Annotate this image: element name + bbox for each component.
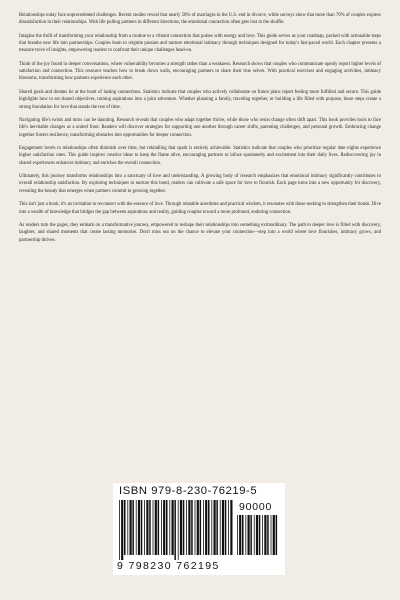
barcode-bar — [144, 500, 145, 555]
barcode-bar — [195, 500, 196, 555]
ean-digits: 9 798230 762195 — [117, 560, 220, 572]
barcode-bar — [186, 500, 187, 555]
barcode-bar — [250, 515, 252, 555]
barcode-bar — [127, 500, 128, 555]
blurb-text-block — [19, 12, 381, 250]
barcode-bar — [191, 500, 193, 555]
blurb-paragraph-1: Relationships today face unprecedented challenges. Recent studies reveal that nearly 50% of marriages in the U.S. end in divorce, while surveys show that more than 70% of couples express dissatisfaction in their relationships. With life pulling partners in different directions, the emotional connection often gets lost in the shuffle. — [19, 13, 381, 26]
blurb-paragraph-8: This isn't just a book; it's an invitation to reconnect with the essence of love. Through relatable anecdotes and practical wisdom, it resonates with those seeking to strengthen their bonds. Dive into a wealth of knowledge that bridges the gap between aspirations and reality, guiding couples toward a more profound, enduring connection. — [19, 202, 381, 215]
barcode-bar — [136, 500, 137, 555]
barcode-bar — [188, 500, 190, 555]
barcode-bar — [124, 500, 126, 555]
barcode-bar — [178, 500, 179, 560]
blurb-paragraph-9: As readers turn the pages, they embark on a transformative journey, empowered to reshape their relationships into something extraordinary. The path to deeper love is filled with discovery, laughter, and shared moments that create lasting memories. Don't miss out on the chance to elevate your connection—step into a world where love flourishes, intimacy grows, and partnership thrives. — [19, 223, 381, 243]
barcode-bar — [216, 500, 218, 555]
barcode-bar — [271, 515, 272, 555]
barcode-bar — [163, 500, 165, 555]
barcode-bar — [180, 500, 182, 555]
barcode-bar — [228, 500, 229, 555]
barcode-bar — [256, 515, 258, 555]
isbn-label: ISBN 979-8-230-76219-5 — [119, 485, 258, 497]
barcode-bar — [153, 500, 154, 555]
barcode-bar — [237, 515, 238, 555]
barcode-bar — [203, 500, 204, 555]
barcode-bar — [211, 500, 212, 555]
barcode-bar — [200, 500, 202, 555]
barcode-bar — [146, 500, 148, 555]
barcode-bar — [149, 500, 151, 555]
barcode-bar — [158, 500, 160, 555]
barcode-bar — [254, 515, 255, 555]
barcode-bar — [155, 500, 157, 555]
barcode-bar — [222, 500, 224, 555]
addon-bars — [237, 515, 279, 560]
blurb-paragraph-7: Ultimately, this journey transforms relationships into a sanctuary of love and understanding. A growing body of research emphasizes that emotional intimacy significantly contributes to overall relationship satisfaction. By exploring techniques to nurture this bond, readers can cultivate a safe space for love to flourish. Each page turns into a new opportunity for discovery, revealing the beauty that emerges when partners commit to growing together. — [19, 174, 381, 194]
barcode-bar — [197, 500, 199, 555]
barcode-bar — [205, 500, 207, 555]
barcode-bar — [121, 500, 123, 560]
barcode-bar — [119, 500, 120, 560]
barcode-bar — [141, 500, 143, 555]
barcode-bar — [262, 515, 263, 555]
barcode-bar — [132, 500, 134, 555]
barcode-bar — [242, 515, 244, 555]
barcode-bar — [169, 500, 170, 555]
barcode-bar — [245, 515, 246, 555]
blurb-paragraph-2: Imagine the thrill of transforming your relationship from a routine to a vibrant connection that pulses with energy and love. This guide serves as your roadmap, packed with actionable steps that breathe new life into partnerships. Couples learn to reignite passion and nurture emotional intimacy through techniques designed for today's fast-paced world. Each chapter presents a treasure trove of insights, empowering readers to confront their unique challenges head-on. — [19, 33, 381, 54]
barcode-bar — [276, 515, 278, 555]
barcode-bar — [183, 500, 185, 555]
blurb-paragraph-4: Shared goals and dreams lie at the heart of lasting connections. Statistics indicate that couples who actively collaborate on future plans report feeling more fulfilled and secure. This guide highlights how to set shared objectives, turning aspirations into a joint adventure. Whether planning a family, traveling together, or building a life filled with purpose, these steps create a strong foundation for love that stands the test of time. — [19, 89, 381, 110]
blurb-paragraph-3: Think of the joy found in deeper conversations, where vulnerability becomes a strength rather than a weakness. Research shows that couples who communicate openly report higher levels of satisfaction and connection. This resource teaches how to break down walls, encouraging partners to share their true selves. With practical exercises and engaging activities, intimacy blossoms, transforming how partners experience each other. — [19, 61, 381, 82]
barcode-bar — [259, 515, 261, 555]
barcode-bar — [161, 500, 162, 555]
addon-digits: 90000 — [239, 501, 273, 513]
barcode-bar — [239, 515, 241, 555]
barcode-bar — [220, 500, 221, 555]
barcode-bar — [225, 500, 227, 555]
ean13-bars — [119, 500, 233, 560]
barcode-bar — [130, 500, 132, 555]
barcode-bar — [174, 500, 176, 560]
barcode-bar — [230, 500, 232, 555]
barcode-bar — [172, 500, 174, 555]
barcode-bar — [273, 515, 275, 555]
barcode-bar — [208, 500, 210, 555]
blurb-paragraph-5: Navigating life's twists and turns can be daunting. Research reveals that couples who adapt together thrive, while those who resist change often drift apart. This book provides tools to face life's inevitable changes as a united front. Readers will discover strategies for supporting one another through career shifts, parenting challenges, and personal growth. Embracing change together fosters resilience, transforming obstacles into opportunities for deeper connection. — [19, 118, 381, 138]
blurb-paragraph-6: Engagement levels in relationships often diminish over time, but rekindling that spark is entirely achievable. Statistics indicate that couples who prioritize regular date nights experience higher satisfaction rates. This guide inspires creative ideas to keep the flame alive, encouraging partners to infuse spontaneity and excitement into their daily lives. Rediscovering joy in shared experiences enhances intimacy and enriches the overall connection. — [19, 146, 381, 166]
barcode-bar — [214, 500, 216, 555]
barcode-bar — [166, 500, 168, 555]
barcode-bar — [267, 515, 269, 555]
barcode-bar — [248, 515, 250, 555]
isbn-barcode — [113, 483, 285, 575]
barcode-bar — [264, 515, 266, 555]
barcode-bar — [138, 500, 140, 555]
